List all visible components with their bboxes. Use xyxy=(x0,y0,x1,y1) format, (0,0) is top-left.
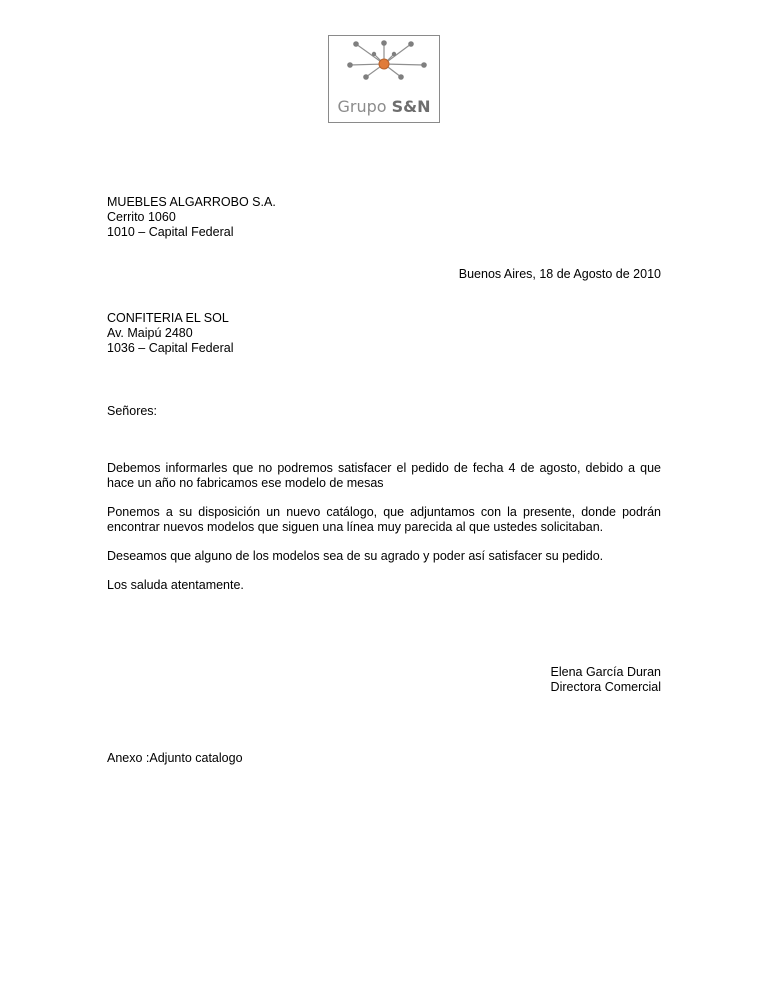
body-paragraph-2: Ponemos a su disposición un nuevo catálogo, que adjuntamos con la presente, donde podrán encontrar nuevos modelos que siguen una línea muy parecida al que ustedes solicitaban. xyxy=(107,505,661,534)
recipient-city: 1036 – Capital Federal xyxy=(107,341,234,355)
signature-name: Elena García Duran xyxy=(550,665,661,679)
body-paragraph-3: Deseamos que alguno de los modelos sea de su agrado y poder así satisfacer su pedido. xyxy=(107,549,604,563)
sender-address xyxy=(107,195,276,240)
recipient-address xyxy=(107,311,233,356)
company-logo xyxy=(328,35,440,123)
sender-company: MUEBLES ALGARROBO S.A. xyxy=(107,195,276,209)
salutation: Señores: xyxy=(107,404,158,418)
date-line: Buenos Aires, 18 de Agosto de 2010 xyxy=(458,267,661,281)
signature-title: Directora Comercial xyxy=(550,680,661,694)
logo-word-sn: S&N xyxy=(391,97,431,116)
sender-street: Cerrito 1060 xyxy=(107,210,176,224)
recipient-company: CONFITERIA EL SOL xyxy=(107,311,229,325)
closing-line: Los saluda atentamente. xyxy=(107,578,244,592)
signature-block xyxy=(551,665,661,695)
logo-word-grupo: Grupo xyxy=(337,97,387,116)
annex-line: Anexo :Adjunto catalogo xyxy=(107,751,243,765)
sender-city: 1010 – Capital Federal xyxy=(107,225,234,239)
body-paragraph-1: Debemos informarles que no podremos satisfacer el pedido de fecha 4 de agosto, debido a que hace un año no fabricamos ese modelo de mesas xyxy=(107,461,661,490)
network-star-icon xyxy=(329,36,439,98)
recipient-street: Av. Maipú 2480 xyxy=(107,326,193,340)
logo-wordmark xyxy=(329,98,439,116)
